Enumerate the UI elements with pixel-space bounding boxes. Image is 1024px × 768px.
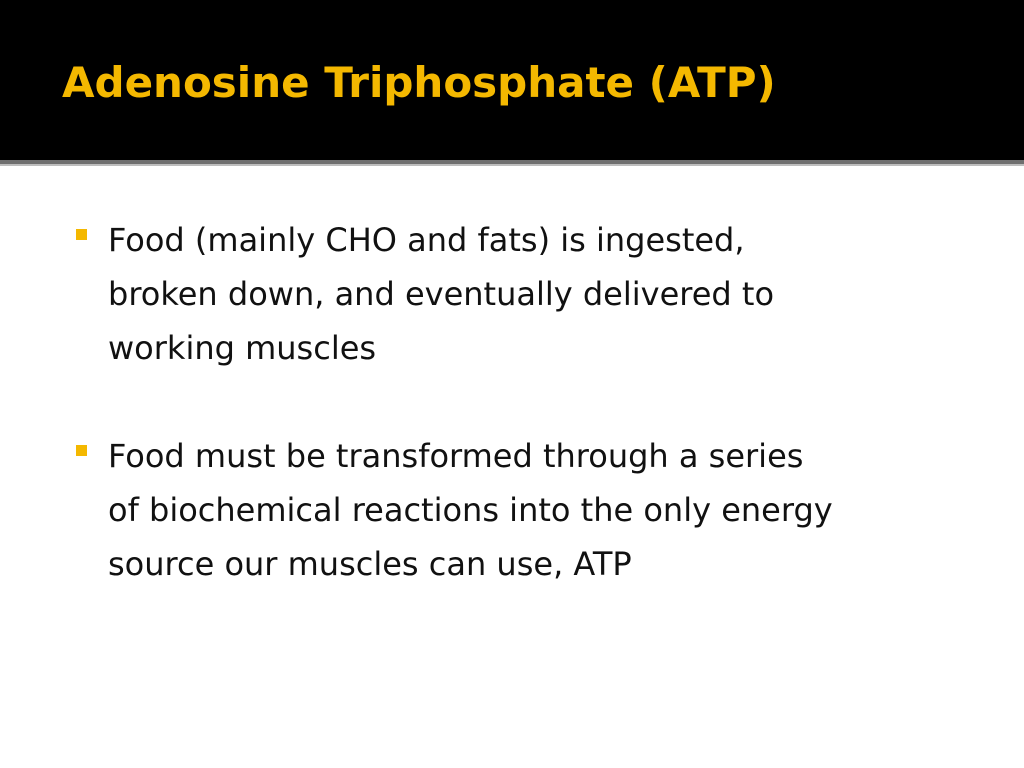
bullet-line: of biochemical reactions into the only energy <box>108 491 833 529</box>
square-bullet-icon <box>76 445 87 456</box>
square-bullet-icon <box>76 229 87 240</box>
slide-title: Adenosine Triphosphate (ATP) <box>62 58 776 107</box>
title-divider-light <box>0 164 1024 166</box>
bullet-line: working muscles <box>108 329 377 367</box>
bullet-line: Food (mainly CHO and fats) is ingested, <box>108 221 745 259</box>
title-bar <box>0 0 1024 160</box>
bullet-item <box>74 429 964 591</box>
bullet-list <box>74 213 964 645</box>
bullet-item <box>74 213 964 375</box>
bullet-line: source our muscles can use, ATP <box>108 545 632 583</box>
bullet-line: broken down, and eventually delivered to <box>108 275 775 313</box>
bullet-line: Food must be transformed through a series <box>108 437 804 475</box>
